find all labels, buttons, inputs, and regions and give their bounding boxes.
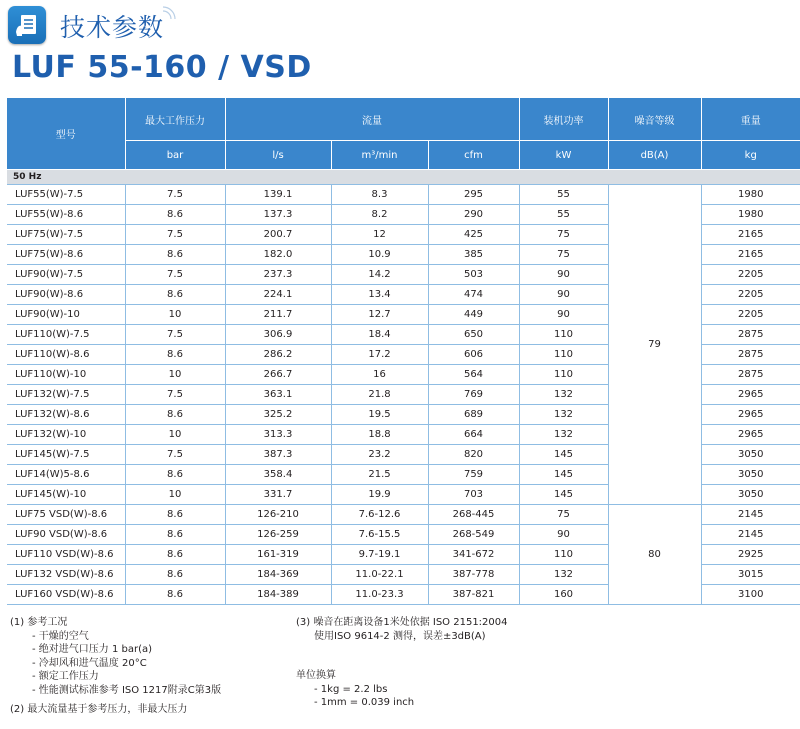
cell-bar: 8.6	[125, 285, 225, 305]
cell-ls: 325.2	[225, 405, 331, 425]
cell-model: LUF55(W)-7.5	[7, 185, 125, 205]
cell-kw: 145	[519, 465, 608, 485]
note-1-item: - 性能测试标准参考 ISO 1217附录C第3版	[32, 684, 222, 696]
cell-cfm: 290	[428, 205, 519, 225]
cell-ls: 387.3	[225, 445, 331, 465]
cell-bar: 8.6	[125, 505, 225, 525]
cell-m3: 23.2	[331, 445, 428, 465]
note-1-item: - 干燥的空气	[32, 630, 89, 642]
note-1-item: - 冷却风和进气温度 20°C	[32, 657, 147, 669]
cell-model: LUF145(W)-10	[7, 485, 125, 505]
cell-model: LUF55(W)-8.6	[7, 205, 125, 225]
units-title: 单位换算	[296, 670, 336, 681]
cell-model: LUF90(W)-7.5	[7, 265, 125, 285]
cell-ls: 137.3	[225, 205, 331, 225]
cell-kg: 2875	[701, 325, 800, 345]
cell-model: LUF90 VSD(W)-8.6	[7, 525, 125, 545]
cell-bar: 7.5	[125, 185, 225, 205]
header-weight: 重量	[701, 98, 800, 141]
cell-cfm: 425	[428, 225, 519, 245]
cell-ls: 139.1	[225, 185, 331, 205]
cell-model: LUF160 VSD(W)-8.6	[7, 585, 125, 605]
cell-bar: 8.6	[125, 345, 225, 365]
cell-ls: 224.1	[225, 285, 331, 305]
cell-ls: 237.3	[225, 265, 331, 285]
cell-m3: 19.9	[331, 485, 428, 505]
unit-kg: kg	[701, 141, 800, 170]
cell-kw: 145	[519, 445, 608, 465]
cell-kw: 132	[519, 405, 608, 425]
cell-model: LUF145(W)-7.5	[7, 445, 125, 465]
cell-cfm: 769	[428, 385, 519, 405]
cell-m3: 10.9	[331, 245, 428, 265]
cell-cfm: 387-778	[428, 565, 519, 585]
cell-m3: 7.6-15.5	[331, 525, 428, 545]
cell-kw: 90	[519, 525, 608, 545]
cell-ls: 211.7	[225, 305, 331, 325]
cell-kw: 90	[519, 285, 608, 305]
cell-bar: 8.6	[125, 585, 225, 605]
header-model: 型号	[7, 98, 125, 170]
cell-kg: 1980	[701, 185, 800, 205]
cell-cfm: 759	[428, 465, 519, 485]
cell-kw: 110	[519, 345, 608, 365]
cell-kw: 55	[519, 185, 608, 205]
cell-ls: 126-210	[225, 505, 331, 525]
cell-ls: 161-319	[225, 545, 331, 565]
cell-bar: 10	[125, 485, 225, 505]
cell-bar: 8.6	[125, 545, 225, 565]
cell-m3: 13.4	[331, 285, 428, 305]
cell-kw: 145	[519, 485, 608, 505]
unit-dba: dB(A)	[608, 141, 701, 170]
cell-ls: 286.2	[225, 345, 331, 365]
cell-m3: 12	[331, 225, 428, 245]
header-power: 装机功率	[519, 98, 608, 141]
cell-kw: 160	[519, 585, 608, 605]
cell-m3: 8.3	[331, 185, 428, 205]
cell-kg: 2965	[701, 385, 800, 405]
spec-table	[7, 98, 800, 605]
cell-m3: 9.7-19.1	[331, 545, 428, 565]
units-item: - 1mm = 0.039 inch	[314, 697, 415, 708]
cell-bar: 8.6	[125, 405, 225, 425]
cell-kg: 1980	[701, 205, 800, 225]
cell-kg: 3100	[701, 585, 800, 605]
cell-kw: 75	[519, 245, 608, 265]
cell-kg: 2205	[701, 285, 800, 305]
model-title: LUF 55-160 / VSD	[12, 50, 312, 85]
table-row	[7, 505, 800, 525]
cell-bar: 7.5	[125, 445, 225, 465]
cell-ls: 313.3	[225, 425, 331, 445]
cell-cfm: 503	[428, 265, 519, 285]
cell-cfm: 820	[428, 445, 519, 465]
cell-m3: 8.2	[331, 205, 428, 225]
cell-cfm: 385	[428, 245, 519, 265]
header-noise: 噪音等级	[608, 98, 701, 141]
cell-model: LUF90(W)-8.6	[7, 285, 125, 305]
cell-ls: 126-259	[225, 525, 331, 545]
cell-bar: 10	[125, 365, 225, 385]
cell-m3: 11.0-23.3	[331, 585, 428, 605]
cell-m3: 11.0-22.1	[331, 565, 428, 585]
cell-model: LUF90(W)-10	[7, 305, 125, 325]
cell-m3: 18.8	[331, 425, 428, 445]
cell-ls: 266.7	[225, 365, 331, 385]
cell-kg: 3050	[701, 465, 800, 485]
cell-ls: 363.1	[225, 385, 331, 405]
cell-kg: 3050	[701, 485, 800, 505]
cell-model: LUF110(W)-10	[7, 365, 125, 385]
unit-cfm: cfm	[428, 141, 519, 170]
cell-ls: 358.4	[225, 465, 331, 485]
cell-m3: 21.8	[331, 385, 428, 405]
note-3-line2: 使用ISO 9614-2 测得，误差±3dB(A)	[314, 630, 486, 642]
cell-model: LUF75 VSD(W)-8.6	[7, 505, 125, 525]
cell-model: LUF132(W)-7.5	[7, 385, 125, 405]
cell-cfm: 387-821	[428, 585, 519, 605]
cell-ls: 184-369	[225, 565, 331, 585]
cell-m3: 21.5	[331, 465, 428, 485]
unit-ls: l/s	[225, 141, 331, 170]
header-max-pressure: 最大工作压力	[125, 98, 225, 141]
cell-ls: 184-389	[225, 585, 331, 605]
header-flow: 流量	[225, 98, 519, 141]
note-1-item: - 绝对进气口压力 1 bar(a)	[32, 644, 153, 655]
cell-bar: 8.6	[125, 245, 225, 265]
notes-left	[10, 616, 221, 717]
cell-cfm: 689	[428, 405, 519, 425]
units-item: - 1kg = 2.2 lbs	[314, 683, 388, 695]
cell-kg: 2965	[701, 405, 800, 425]
cell-cfm: 564	[428, 365, 519, 385]
cell-kg: 2205	[701, 265, 800, 285]
cell-kg: 2165	[701, 225, 800, 245]
cell-kg: 2145	[701, 505, 800, 525]
signal-wave-icon	[160, 4, 178, 22]
cell-kw: 90	[519, 305, 608, 325]
cell-kw: 75	[519, 505, 608, 525]
cell-kw: 110	[519, 545, 608, 565]
cell-ls: 200.7	[225, 225, 331, 245]
cell-m3: 7.6-12.6	[331, 505, 428, 525]
cell-model: LUF132 VSD(W)-8.6	[7, 565, 125, 585]
note-1-title: (1) 参考工况	[10, 617, 68, 628]
group-label: 50 Hz	[7, 170, 800, 185]
cell-cfm: 295	[428, 185, 519, 205]
cell-kg: 2205	[701, 305, 800, 325]
cell-bar: 10	[125, 425, 225, 445]
document-hand-icon	[8, 6, 46, 44]
cell-kg: 3015	[701, 565, 800, 585]
notes-right	[296, 616, 508, 710]
unit-kw: kW	[519, 141, 608, 170]
cell-kw: 132	[519, 565, 608, 585]
cell-cfm: 664	[428, 425, 519, 445]
cell-kw: 132	[519, 385, 608, 405]
cell-noise: 80	[608, 505, 701, 605]
cell-cfm: 703	[428, 485, 519, 505]
cell-cfm: 474	[428, 285, 519, 305]
cell-ls: 331.7	[225, 485, 331, 505]
cell-kg: 2875	[701, 365, 800, 385]
cell-bar: 8.6	[125, 525, 225, 545]
unit-m3min: m³/min	[331, 141, 428, 170]
cell-kw: 75	[519, 225, 608, 245]
cell-model: LUF14(W)5-8.6	[7, 465, 125, 485]
cell-noise: 79	[608, 185, 701, 505]
cell-cfm: 341-672	[428, 545, 519, 565]
cell-m3: 18.4	[331, 325, 428, 345]
cell-m3: 16	[331, 365, 428, 385]
cell-kg: 2965	[701, 425, 800, 445]
note-3-line1: (3) 噪音在距离设备1米处依据 ISO 2151:2004	[296, 617, 508, 628]
cell-kw: 110	[519, 325, 608, 345]
cell-kg: 2875	[701, 345, 800, 365]
cell-m3: 19.5	[331, 405, 428, 425]
table-row	[7, 185, 800, 205]
cell-m3: 14.2	[331, 265, 428, 285]
cell-model: LUF110 VSD(W)-8.6	[7, 545, 125, 565]
cell-cfm: 449	[428, 305, 519, 325]
cell-model: LUF132(W)-8.6	[7, 405, 125, 425]
cell-kg: 2165	[701, 245, 800, 265]
cell-bar: 8.6	[125, 205, 225, 225]
cell-cfm: 606	[428, 345, 519, 365]
note-2: (2) 最大流量基于参考压力，非最大压力	[10, 704, 188, 715]
cell-model: LUF110(W)-8.6	[7, 345, 125, 365]
unit-bar: bar	[125, 141, 225, 170]
cell-model: LUF110(W)-7.5	[7, 325, 125, 345]
cell-kg: 3050	[701, 445, 800, 465]
cell-cfm: 268-549	[428, 525, 519, 545]
cell-bar: 7.5	[125, 385, 225, 405]
cell-bar: 7.5	[125, 225, 225, 245]
note-1-item: - 额定工作压力	[32, 671, 99, 682]
cell-kw: 55	[519, 205, 608, 225]
cell-kg: 2145	[701, 525, 800, 545]
cell-bar: 10	[125, 305, 225, 325]
cell-ls: 182.0	[225, 245, 331, 265]
cell-cfm: 268-445	[428, 505, 519, 525]
section-title: 技术参数	[60, 13, 165, 42]
cell-model: LUF75(W)-7.5	[7, 225, 125, 245]
cell-bar: 8.6	[125, 565, 225, 585]
cell-kw: 110	[519, 365, 608, 385]
cell-kw: 90	[519, 265, 608, 285]
cell-m3: 12.7	[331, 305, 428, 325]
cell-bar: 8.6	[125, 465, 225, 485]
cell-model: LUF132(W)-10	[7, 425, 125, 445]
cell-bar: 7.5	[125, 265, 225, 285]
cell-kw: 132	[519, 425, 608, 445]
cell-kg: 2925	[701, 545, 800, 565]
cell-ls: 306.9	[225, 325, 331, 345]
cell-cfm: 650	[428, 325, 519, 345]
cell-m3: 17.2	[331, 345, 428, 365]
cell-model: LUF75(W)-8.6	[7, 245, 125, 265]
cell-bar: 7.5	[125, 325, 225, 345]
